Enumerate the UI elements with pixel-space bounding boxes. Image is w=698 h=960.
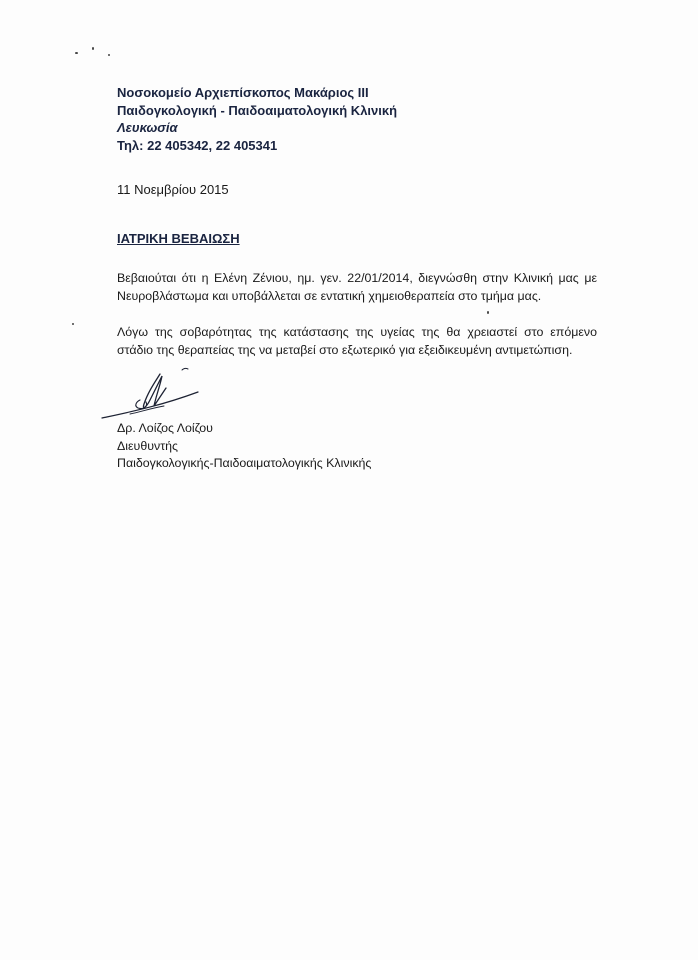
body-paragraph-1: Βεβαιούται ότι η Ελένη Ζένιου, ημ. γεν. 22/01/2014, διεγνώσθη στην Κλινική μας με Νευροβλάστωμα και υποβάλλεται σε εντατική χημειοθεραπεία στο τμήμα μας. — [117, 271, 597, 303]
hospital-header — [117, 84, 397, 154]
phone-numbers: Τηλ: 22 405342, 22 405341 — [117, 137, 278, 153]
handwritten-signature — [100, 362, 210, 427]
body-paragraph-2: Λόγω της σοβαρότητας της κατάστασης της υγείας της θα χρειαστεί στο επόμενο στάδιο της θεραπείας της να μεταβεί στο εξωτερικό για εξειδικευμένη αντιμετώπιση. — [117, 325, 597, 357]
scan-speck — [75, 52, 78, 54]
scan-speck — [92, 47, 94, 50]
city-name: Λευκωσία — [117, 120, 178, 135]
scan-speck — [487, 311, 489, 314]
department-name: Παιδογκολογική - Παιδοαιματολογική Κλινική — [117, 102, 398, 118]
document-title: ΙΑΤΡΙΚΗ ΒΕΒΑΙΩΣΗ — [117, 231, 240, 246]
signer-block — [117, 420, 371, 473]
document-date: 11 Νοεμβρίου 2015 — [117, 182, 229, 197]
scan-speck — [108, 54, 110, 56]
signer-name: Δρ. Λοίζος Λοίζου — [117, 421, 213, 435]
hospital-name: Νοσοκομείο Αρχιεπίσκοπος Μακάριος ΙΙΙ — [117, 85, 369, 100]
signer-department: Παιδογκολογικής-Παιδοαιματολογικής Κλινικής — [117, 456, 372, 470]
signer-role: Διευθυντής — [117, 438, 178, 453]
scan-speck — [72, 323, 74, 325]
